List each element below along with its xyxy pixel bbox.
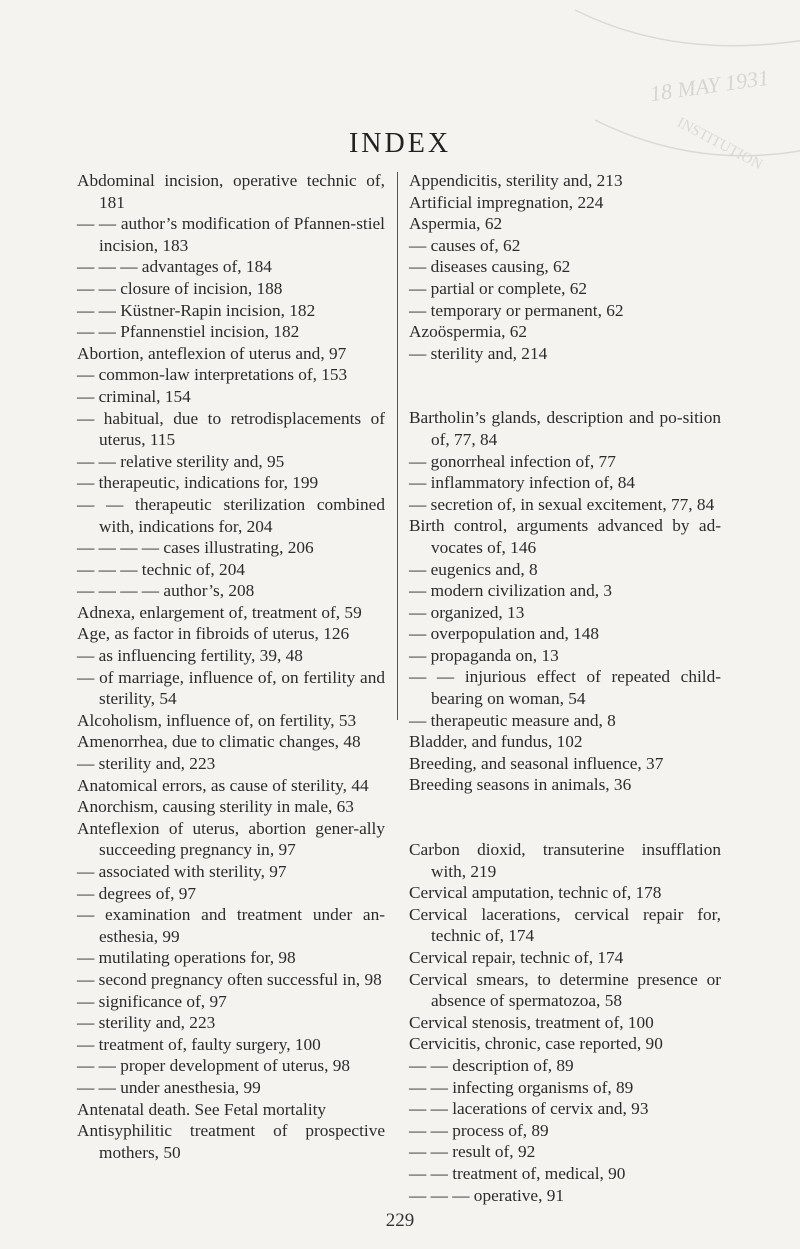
index-entry: — modern civilization and, 3 [409, 581, 613, 601]
index-entry: Bladder, and fundus, 102 [409, 732, 583, 752]
index-entry: — — treatment of, medical, 90 [409, 1163, 626, 1183]
index-entry: Antenatal death. See Fetal mortality [77, 1099, 327, 1119]
index-entry: — treatment of, faulty surgery, 100 [77, 1034, 321, 1054]
index-entry: — degrees of, 97 [77, 883, 197, 903]
index-entry: — mutilating operations for, 98 [77, 948, 296, 968]
index-entry: Cervical repair, technic of, 174 [409, 948, 624, 967]
index-entry: Anorchism, causing sterility in male, 63 [77, 797, 354, 817]
index-entry: Abortion, anteflexion of uterus and, 97 [77, 343, 347, 363]
index-group-b [409, 407, 721, 796]
index-entry: — — lacerations of cervix and, 93 [409, 1099, 649, 1119]
index-entry: Abdominal incision, operative technic of, 181 [77, 171, 385, 212]
index-entry: Carbon dioxid, transuterine insufflation with, 219 [409, 840, 721, 881]
index-entry: — — — advantages of, 184 [77, 257, 272, 277]
index-entry: — common-law interpretations of, 153 [77, 365, 348, 385]
index-entry: — causes of, 62 [409, 235, 521, 255]
index-entry: Breeding, and seasonal influence, 37 [409, 753, 664, 773]
index-entry: — second pregnancy often successful in, 98 [77, 969, 382, 989]
index-entry: Appendicitis, sterility and, 213 [409, 171, 623, 190]
column-divider [397, 172, 398, 720]
index-column-right [409, 170, 721, 1206]
index-entry: — — therapeutic sterilization combined with, indications for, 204 [77, 494, 385, 536]
index-entry: — — author’s modification of Pfannen-stiel incision, 183 [77, 214, 385, 255]
index-entry: Birth control, arguments advanced by ad-vocates of, 146 [409, 516, 721, 557]
index-entry: — of marriage, influence of, on fertility and sterility, 54 [77, 667, 385, 709]
index-entry: — overpopulation and, 148 [409, 624, 600, 644]
index-entry: — examination and treatment under an-esthesia, 99 [77, 905, 385, 946]
index-column-left [77, 170, 385, 1163]
index-entry: Cervical stenosis, treatment of, 100 [409, 1012, 654, 1032]
index-entry: — propaganda on, 13 [409, 645, 559, 665]
index-entry: — — process of, 89 [409, 1120, 549, 1140]
index-entry: — therapeutic measure and, 8 [409, 710, 616, 730]
index-entry: — associated with sterility, 97 [77, 862, 287, 881]
index-entry: — sterility and, 223 [77, 1013, 216, 1033]
index-entry: — — relative sterility and, 95 [77, 451, 285, 471]
index-entry: Artificial impregnation, 224 [409, 192, 604, 212]
index-entry: Cervical lacerations, cervical repair for, technic of, 174 [409, 904, 721, 946]
index-entry: — habitual, due to retrodisplacements of uterus, 115 [77, 408, 385, 450]
index-entry: — — injurious effect of repeated child-bearing on woman, 54 [409, 667, 721, 709]
index-entry: — — — — author’s, 208 [77, 581, 255, 601]
index-group-c [409, 839, 721, 1206]
library-stamp [555, 0, 800, 190]
index-entry: — — description of, 89 [409, 1055, 574, 1075]
index-entry: Adnexa, enlargement of, treatment of, 59 [77, 602, 362, 622]
index-entry: — — — operative, 91 [409, 1185, 565, 1205]
index-entry: — gonorrheal infection of, 77 [409, 451, 616, 471]
index-entry: — eugenics and, 8 [409, 559, 538, 579]
index-entry: Antisyphilitic treatment of prospective mothers, 50 [77, 1121, 385, 1162]
index-entry: — secretion of, in sexual excitement, 77, 84 [409, 494, 715, 514]
index-entry: Aspermia, 62 [409, 214, 503, 234]
stamp-date: 18 MAY 1931 [648, 64, 771, 107]
index-entry: — partial or complete, 62 [409, 278, 588, 298]
index-entry: — inflammatory infection of, 84 [409, 473, 636, 493]
index-entry: — sterility and, 223 [77, 754, 216, 774]
index-entry: — therapeutic, indications for, 199 [77, 473, 319, 493]
index-entry: — — closure of incision, 188 [77, 278, 283, 298]
index-entry: Alcoholism, influence of, on fertility, 53 [77, 710, 357, 730]
index-entry: — — infecting organisms of, 89 [409, 1077, 634, 1097]
index-entry: Amenorrhea, due to climatic changes, 48 [77, 732, 361, 752]
index-entry: — organized, 13 [409, 602, 525, 622]
index-entry: Cervical amputation, technic of, 178 [409, 883, 662, 903]
index-entry: — criminal, 154 [77, 386, 191, 406]
index-entry: — — Pfannenstiel incision, 182 [77, 322, 300, 342]
index-entry: Cervicitis, chronic, case reported, 90 [409, 1034, 663, 1054]
index-entry: Age, as factor in fibroids of uterus, 126 [77, 624, 350, 644]
index-entry: Anatomical errors, as cause of sterility, 44 [77, 775, 369, 795]
index-entry: — — — technic of, 204 [77, 559, 245, 579]
page-number: 229 [385, 1210, 415, 1231]
index-group-a [409, 170, 721, 364]
page-title: INDEX [348, 128, 452, 159]
index-entry: — — — — cases illustrating, 206 [77, 538, 314, 558]
index-entry: — diseases causing, 62 [409, 257, 571, 277]
index-entry: Anteflexion of uterus, abortion gener-ally succeeding pregnancy in, 97 [77, 818, 385, 860]
index-entry: — sterility and, 214 [409, 343, 548, 363]
index-entry: — as influencing fertility, 39, 48 [77, 646, 303, 666]
index-entry: — temporary or permanent, 62 [409, 300, 624, 320]
index-entry: Breeding seasons in animals, 36 [409, 775, 632, 795]
index-entry: Azoöspermia, 62 [409, 322, 528, 342]
index-entry: — — result of, 92 [409, 1142, 536, 1162]
index-entry: Bartholin’s glands, description and po-sition of, 77, 84 [409, 408, 721, 449]
index-entry: — — under anesthesia, 99 [77, 1077, 261, 1097]
index-entry: — — Küstner-Rapin incision, 182 [77, 300, 316, 320]
index-entry: Cervical smears, to determine presence or absence of spermatozoa, 58 [409, 969, 721, 1011]
index-entry: — significance of, 97 [77, 991, 227, 1011]
stamp-arc-text: INSTITUTION [674, 114, 765, 174]
index-entry: — — proper development of uterus, 98 [77, 1056, 351, 1076]
